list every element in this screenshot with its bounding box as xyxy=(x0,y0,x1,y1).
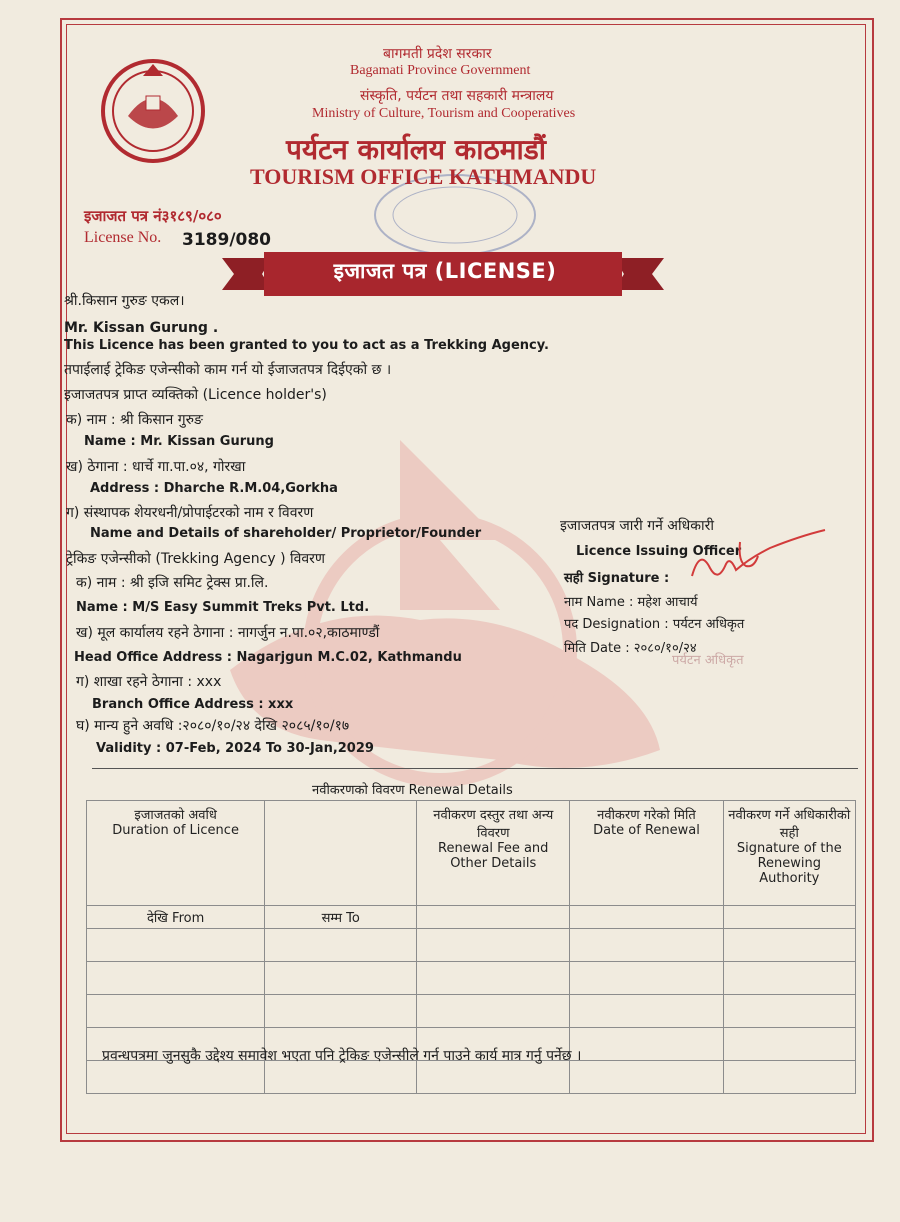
officer-designation: पद Designation : पर्यटन अधिकृत xyxy=(564,617,745,632)
renewal-col-date: नवीकरण गरेको मिति Date of Renewal xyxy=(570,801,723,906)
addressee-english: Mr. Kissan Gurung . xyxy=(64,320,219,336)
holder-address-english: Address : Dharche R.M.04,Gorkha xyxy=(90,481,338,496)
head-office-nepali: ख) मूल कार्यालय रहने ठेगाना : नागर्जुन न.पा.०२,काठमाण्डौं xyxy=(76,625,380,641)
agency-name-english: Name : M/S Easy Summit Treks Pvt. Ltd. xyxy=(76,600,370,615)
holder-address-nepali: ख) ठेगाना : धार्चे गा.पा.०४, गोरखा xyxy=(66,459,246,475)
officer-date: मिति Date : २०८०/१०/२४ xyxy=(564,641,697,656)
officer-heading-nepali: इजाजतपत्र जारी गर्ने अधिकारी xyxy=(560,518,714,534)
renewal-col-duration: इजाजतको अवधि Duration of Licence xyxy=(87,801,265,906)
renewal-title: नवीकरणको विवरण Renewal Details xyxy=(312,783,513,798)
holder-name-english: Name : Mr. Kissan Gurung xyxy=(84,434,274,449)
officer-stamp-text: पर्यटन अधिकृत xyxy=(672,653,744,668)
agency-name-nepali: क) नाम : श्री इजि समिट ट्रेक्स प्रा.लि. xyxy=(76,575,269,591)
shareholder-english: Name and Details of shareholder/ Proprietor/Founder xyxy=(90,526,482,541)
table-row xyxy=(87,929,856,962)
renewal-from-label: देखि From xyxy=(87,906,265,929)
grant-nepali: तपाईलाई ट्रेकिङ एजेन्सीको काम गर्न यो ईजाजतपत्र दिईएको छ । xyxy=(64,362,392,378)
banner-title: इजाजत पत्र (LICENSE) xyxy=(333,259,557,283)
officer-signature xyxy=(680,528,830,588)
signature-label: सही Signature : xyxy=(564,571,670,586)
footer-note: प्रवन्धपत्रमा जुनसुकै उद्देश्य समावेश भएता पनि ट्रेकिङ एजेन्सीले गर्न पाउने कार्य मात्र गर्नु पर्नेछ । xyxy=(102,1048,582,1064)
office-english: TOURISM OFFICE KATHMANDU xyxy=(250,164,597,189)
holder-name-nepali: क) नाम : श्री किसान गुरुङ xyxy=(66,412,203,428)
branch-english: Branch Office Address : xxx xyxy=(92,697,294,712)
license-number-nepali: इजाजत पत्र नं३१८९/०८० xyxy=(84,207,222,225)
validity-english: Validity : 07-Feb, 2024 To 30-Jan,2029 xyxy=(96,741,374,756)
head-office-english: Head Office Address : Nagarjgun M.C.02, Kathmandu xyxy=(74,650,462,665)
office-nepali: पर्यटन कार्यालय काठमाडौं xyxy=(286,133,547,166)
renewal-col-fee: नवीकरण दस्तुर तथा अन्य विवरण Renewal Fee and Other Details xyxy=(417,801,570,906)
province-english: Bagamati Province Government xyxy=(350,63,531,78)
agency-heading: ट्रेकिङ एजेन्सीको (Trekking Agency ) विवरण xyxy=(66,551,326,567)
shareholder-nepali: ग) संस्थापक शेयरधनी/प्रोपाईटरको नाम र विवरण xyxy=(66,505,314,521)
license-number-value: 3189/080 xyxy=(182,230,272,250)
renewal-separator xyxy=(92,768,858,769)
government-emblem xyxy=(98,56,208,166)
officer-name: नाम Name : महेश आचार्य xyxy=(564,595,698,610)
table-row xyxy=(87,995,856,1028)
addressee-nepali: श्री.किसान गुरुङ एकल। xyxy=(64,293,185,309)
renewal-to-label: सम्म To xyxy=(265,906,417,929)
holder-heading: इजाजतपत्र प्राप्त व्यक्तिको (Licence holder's) xyxy=(64,387,327,403)
ministry-nepali: संस्कृति, पर्यटन तथा सहकारी मन्त्रालय xyxy=(360,88,554,104)
table-row xyxy=(87,1061,856,1094)
grant-english: This Licence has been granted to you to act as a Trekking Agency. xyxy=(64,338,549,353)
renewal-col-signature: नवीकरण गर्ने अधिकारीको सही Signature of the Renewing Authority xyxy=(723,801,855,906)
province-nepali: बागमती प्रदेश सरकार xyxy=(383,46,492,62)
branch-nepali: ग) शाखा रहने ठेगाना : xxx xyxy=(76,674,222,690)
table-row xyxy=(87,962,856,995)
validity-nepali: घ) मान्य हुने अवधि :२०८०/१०/२४ देखि २०८५/१०/१७ xyxy=(76,718,350,734)
officer-heading-english: Licence Issuing Officer xyxy=(576,544,742,559)
ministry-english: Ministry of Culture, Tourism and Cooperatives xyxy=(312,106,576,121)
license-number-label: License No. xyxy=(84,229,162,246)
renewal-col-blank xyxy=(265,801,417,906)
